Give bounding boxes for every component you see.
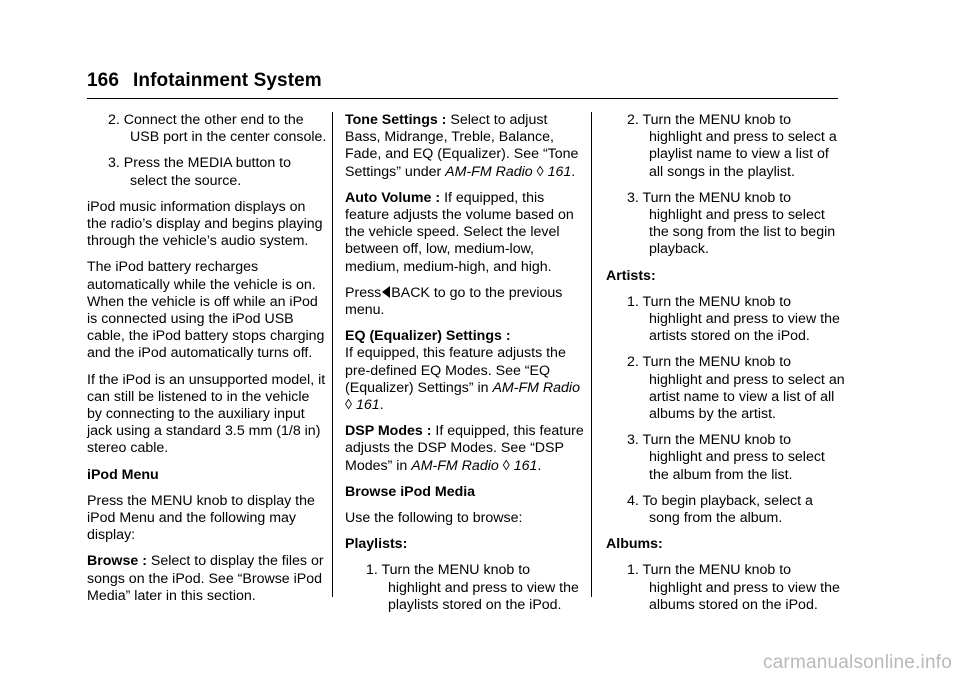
cross-reference[interactable]: AM-FM Radio	[411, 457, 499, 474]
paragraph: DSP Modes : If equipped, this feature adjusts the DSP Modes. See “DSP Modes” in AM-FM Radio ◊ 161.	[345, 423, 584, 474]
column-3	[606, 112, 846, 623]
paragraph: Browse : Select to display the files or songs on the iPod. See “Browse iPod Media” later in this section.	[87, 553, 324, 604]
page-reference-icon: ◊	[345, 397, 353, 414]
page-reference-icon: ◊	[502, 457, 510, 474]
subsection-heading: Albums:	[606, 536, 663, 553]
paragraph: If the iPod is an unsupported model, it can still be listened to in the vehicle by connecting to the auxiliary input jack using a standard 3.5 mm (1/8 in) stereo cable.	[87, 371, 326, 457]
paragraph: Auto Volume : If equipped, this feature adjusts the volume based on the vehicle speed. Select the level between off, low, medium-low, medium, medium-high, and high.	[345, 189, 574, 275]
list-item: 3. Press the MEDIA button to select the source.	[108, 155, 291, 189]
list-item: 2. Turn the MENU knob to highlight and press to select a playlist name to view a list of all songs in the playlist.	[627, 112, 837, 180]
column-divider	[591, 112, 592, 597]
column-2	[345, 112, 585, 623]
list-item: 1. Turn the MENU knob to highlight and press to view the albums stored on the iPod.	[627, 562, 840, 613]
cross-reference[interactable]: AM-FM Radio	[445, 163, 533, 180]
paragraph: iPod music information displays on the radio’s display and begins playing through the vehicle’s audio system.	[87, 198, 323, 250]
term-label: DSP Modes :	[345, 423, 432, 440]
term-label: Tone Settings :	[345, 112, 447, 128]
page-reference-icon: ◊	[536, 163, 544, 180]
term-label: Browse :	[87, 553, 147, 570]
list-item: 1. Turn the MENU knob to highlight and press to view the artists stored on the iPod.	[627, 293, 840, 345]
paragraph: Use the following to browse:	[345, 510, 523, 527]
back-arrow-icon	[382, 286, 390, 298]
page-link[interactable]: 161	[513, 457, 538, 474]
column-1	[87, 112, 327, 614]
subsection-heading: Playlists:	[345, 536, 408, 553]
watermark: carmanualsonline.info	[762, 652, 952, 673]
paragraph: The iPod battery recharges automatically while the vehicle is on. When the vehicle is off while an iPod is connected using the iPod USB cable, the iPod battery stops charging and the iPod automatically turns off.	[87, 259, 325, 362]
paragraph: Press BACK to go to the previous menu.	[345, 284, 563, 319]
list-item: 3. Turn the MENU knob to highlight and press to select the song from the list to begin playback.	[627, 189, 836, 258]
term-label: EQ (Equalizer) Settings :	[345, 328, 511, 345]
page-link[interactable]: 161	[355, 397, 380, 414]
paragraph: EQ (Equalizer) Settings : If equipped, this feature adjusts the pre-defined EQ Modes. See “EQ (Equalizer) Settings” in AM-FM Radio ◊ 161.	[345, 328, 580, 414]
page-header	[87, 70, 322, 92]
page-link[interactable]: 161	[547, 163, 572, 180]
page-number: 166	[87, 70, 120, 91]
subsection-heading: Artists:	[606, 267, 656, 284]
list-item: 3. Turn the MENU knob to highlight and press to select the album from the list.	[627, 432, 825, 483]
list-item: 2. Connect the other end to the USB port in the center console.	[108, 112, 327, 146]
section-heading: iPod Menu	[87, 466, 159, 483]
header-rule	[87, 98, 838, 99]
column-divider	[332, 112, 333, 597]
paragraph: Press the MENU knob to display the iPod Menu and the following may display:	[87, 492, 315, 544]
section-heading: Browse iPod Media	[345, 483, 476, 500]
cross-reference[interactable]: AM-FM Radio	[492, 379, 580, 396]
term-label: Auto Volume :	[345, 189, 441, 206]
section-title: Infotainment System	[133, 70, 322, 91]
list-item: 2. Turn the MENU knob to highlight and press to select an artist name to view a list of all albums by the artist.	[627, 354, 845, 423]
paragraph: Tone Settings : Select to adjust Bass, Midrange, Treble, Balance, Fade, and EQ (Equalizer). See “Tone Settings” under AM-FM Radio ◊ 161.	[345, 112, 579, 180]
list-item: 1. Turn the MENU knob to highlight and press to view the playlists stored on the iPod.	[366, 562, 579, 613]
list-item: 4. To begin playback, select a song from the album.	[627, 492, 813, 527]
